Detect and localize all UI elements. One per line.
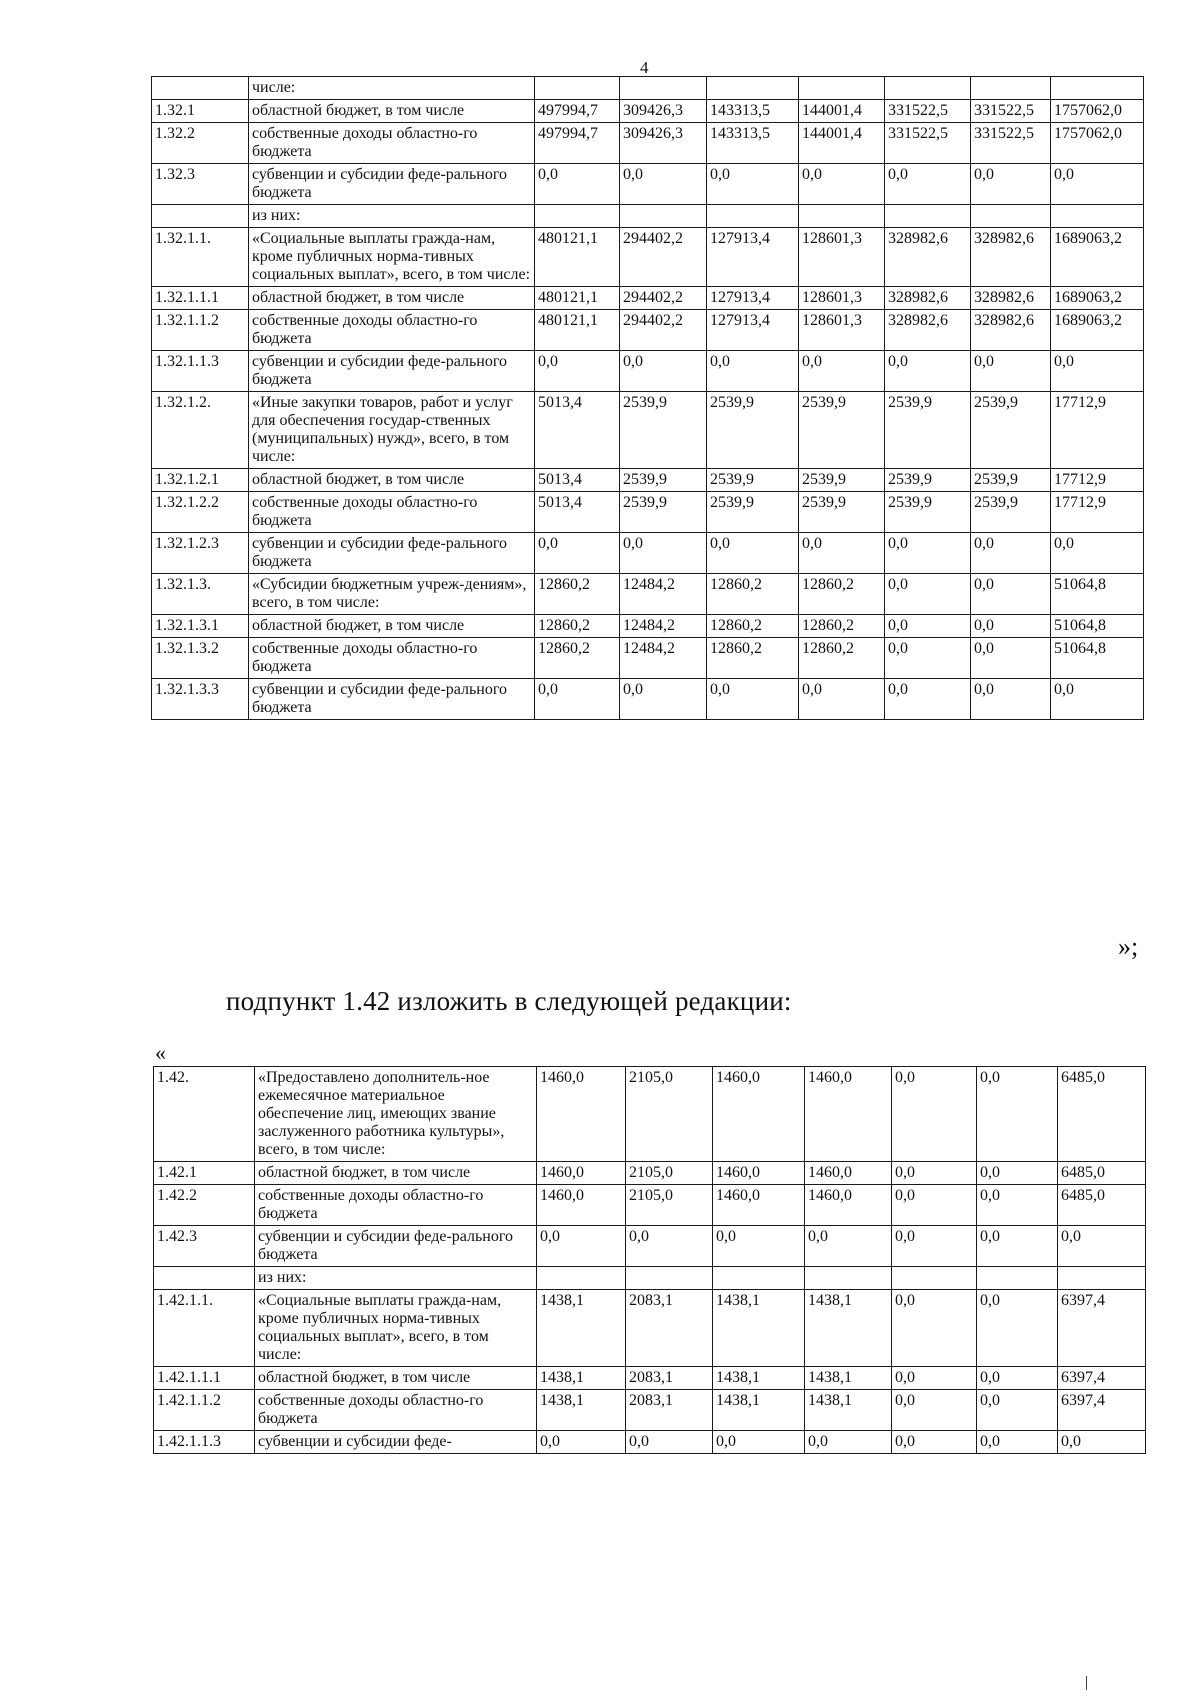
row-code: 1.42. (154, 1067, 255, 1162)
value-cell: 0,0 (799, 679, 885, 720)
value-cell: 6485,0 (1058, 1185, 1146, 1226)
row-code: 1.32.1.1.2 (152, 310, 249, 351)
value-cell: 0,0 (892, 1162, 977, 1185)
value-cell: 12860,2 (535, 574, 620, 615)
row-label: «Предоставлено дополнитель-ное ежемесячное материальное обеспечение лиц, имеющих звание заслуженного работника культуры», всего, в том числе: (255, 1067, 537, 1162)
row-code: 1.32.1 (152, 100, 249, 123)
row-code: 1.32.1.2.1 (152, 469, 249, 492)
row-label: собственные доходы областно-го бюджета (249, 638, 535, 679)
value-cell: 17712,9 (1051, 469, 1144, 492)
table-row (152, 164, 1144, 205)
row-code: 1.32.2 (152, 123, 249, 164)
value-cell: 0,0 (626, 1226, 713, 1267)
row-code: 1.42.3 (154, 1226, 255, 1267)
row-label: областной бюджет, в том числе (249, 615, 535, 638)
row-code: 1.42.1.1. (154, 1290, 255, 1367)
value-cell: 144001,4 (799, 123, 885, 164)
value-cell (892, 1267, 977, 1290)
value-cell: 309426,3 (620, 123, 707, 164)
value-cell: 1438,1 (805, 1367, 892, 1390)
value-cell (971, 205, 1051, 228)
value-cell: 2539,9 (707, 469, 799, 492)
value-cell: 5013,4 (535, 492, 620, 533)
value-cell: 2539,9 (707, 392, 799, 469)
value-cell (535, 77, 620, 100)
value-cell: 143313,5 (707, 123, 799, 164)
value-cell: 331522,5 (885, 123, 971, 164)
table-row (152, 574, 1144, 615)
value-cell: 0,0 (892, 1367, 977, 1390)
value-cell: 0,0 (626, 1431, 713, 1454)
value-cell: 0,0 (707, 351, 799, 392)
table-row (152, 351, 1144, 392)
row-code: 1.32.1.1. (152, 228, 249, 287)
row-code (152, 77, 249, 100)
value-cell: 1689063,2 (1051, 228, 1144, 287)
value-cell: 12484,2 (620, 574, 707, 615)
value-cell: 0,0 (620, 164, 707, 205)
value-cell: 0,0 (977, 1290, 1058, 1367)
value-cell: 0,0 (977, 1185, 1058, 1226)
value-cell (537, 1267, 626, 1290)
table-row (154, 1067, 1146, 1162)
table-row (152, 615, 1144, 638)
value-cell: 0,0 (537, 1226, 626, 1267)
row-label: «Иные закупки товаров, работ и услуг для обеспечения государ-ственных (муниципальных) нужд», всего, в том числе: (249, 392, 535, 469)
value-cell: 12860,2 (799, 574, 885, 615)
value-cell: 0,0 (971, 638, 1051, 679)
value-cell: 497994,7 (535, 100, 620, 123)
value-cell: 0,0 (713, 1431, 805, 1454)
value-cell: 0,0 (1058, 1431, 1146, 1454)
value-cell: 0,0 (977, 1067, 1058, 1162)
value-cell: 0,0 (977, 1162, 1058, 1185)
value-cell: 294402,2 (620, 310, 707, 351)
value-cell (977, 1267, 1058, 1290)
row-label: собственные доходы областно-го бюджета (249, 123, 535, 164)
value-cell: 0,0 (971, 351, 1051, 392)
value-cell: 6397,4 (1058, 1367, 1146, 1390)
value-cell: 0,0 (799, 164, 885, 205)
value-cell: 0,0 (977, 1367, 1058, 1390)
value-cell: 2539,9 (885, 392, 971, 469)
value-cell: 0,0 (885, 164, 971, 205)
row-label: числе: (249, 77, 535, 100)
value-cell: 2083,1 (626, 1290, 713, 1367)
value-cell: 12484,2 (620, 615, 707, 638)
table-row (152, 392, 1144, 469)
table-row (152, 679, 1144, 720)
value-cell: 2539,9 (799, 492, 885, 533)
value-cell: 0,0 (799, 351, 885, 392)
value-cell: 6485,0 (1058, 1067, 1146, 1162)
value-cell: 12860,2 (535, 638, 620, 679)
table-row (152, 287, 1144, 310)
table-row (152, 123, 1144, 164)
row-label: из них: (255, 1267, 537, 1290)
value-cell: 12860,2 (799, 615, 885, 638)
value-cell: 328982,6 (971, 287, 1051, 310)
value-cell: 480121,1 (535, 287, 620, 310)
value-cell: 12860,2 (707, 638, 799, 679)
value-cell (799, 77, 885, 100)
value-cell: 1438,1 (537, 1367, 626, 1390)
value-cell: 309426,3 (620, 100, 707, 123)
value-cell: 1438,1 (713, 1390, 805, 1431)
value-cell (707, 205, 799, 228)
row-label: областной бюджет, в том числе (249, 287, 535, 310)
row-code: 1.32.1.3. (152, 574, 249, 615)
table-row (154, 1290, 1146, 1367)
row-code: 1.32.3 (152, 164, 249, 205)
row-label: собственные доходы областно-го бюджета (255, 1185, 537, 1226)
row-label: «Субсидии бюджетным учреж-дениям», всего, в том числе: (249, 574, 535, 615)
value-cell: 0,0 (805, 1226, 892, 1267)
row-code (152, 205, 249, 228)
table-row (154, 1267, 1146, 1290)
value-cell: 0,0 (707, 164, 799, 205)
row-code: 1.42.2 (154, 1185, 255, 1226)
row-label: субвенции и субсидии феде-рального бюджета (249, 351, 535, 392)
table-row (152, 638, 1144, 679)
row-code: 1.32.1.3.2 (152, 638, 249, 679)
row-code: 1.42.1.1.2 (154, 1390, 255, 1431)
value-cell: 17712,9 (1051, 492, 1144, 533)
value-cell: 0,0 (1051, 164, 1144, 205)
value-cell: 0,0 (892, 1185, 977, 1226)
value-cell: 1460,0 (805, 1162, 892, 1185)
row-code: 1.42.1.1.1 (154, 1367, 255, 1390)
value-cell (620, 77, 707, 100)
row-label: собственные доходы областно-го бюджета (255, 1390, 537, 1431)
table-row (154, 1390, 1146, 1431)
value-cell: 0,0 (713, 1226, 805, 1267)
value-cell: 0,0 (537, 1431, 626, 1454)
value-cell: 0,0 (892, 1226, 977, 1267)
value-cell: 2105,0 (626, 1067, 713, 1162)
value-cell (805, 1267, 892, 1290)
value-cell (885, 205, 971, 228)
value-cell: 1460,0 (537, 1185, 626, 1226)
value-cell: 328982,6 (885, 310, 971, 351)
row-code: 1.32.1.2. (152, 392, 249, 469)
table-row (152, 469, 1144, 492)
value-cell: 0,0 (971, 615, 1051, 638)
row-label: собственные доходы областно-го бюджета (249, 310, 535, 351)
value-cell (885, 77, 971, 100)
value-cell: 0,0 (620, 533, 707, 574)
value-cell: 2539,9 (707, 492, 799, 533)
value-cell: 51064,8 (1051, 615, 1144, 638)
value-cell: 2539,9 (971, 392, 1051, 469)
value-cell: 0,0 (1051, 679, 1144, 720)
value-cell: 1460,0 (537, 1162, 626, 1185)
value-cell: 2539,9 (620, 392, 707, 469)
value-cell: 5013,4 (535, 392, 620, 469)
value-cell: 1438,1 (537, 1290, 626, 1367)
row-label: областной бюджет, в том числе (249, 469, 535, 492)
row-code: 1.32.1.3.1 (152, 615, 249, 638)
value-cell: 497994,7 (535, 123, 620, 164)
value-cell: 128601,3 (799, 287, 885, 310)
value-cell: 328982,6 (971, 310, 1051, 351)
value-cell: 0,0 (885, 638, 971, 679)
value-cell (535, 205, 620, 228)
value-cell: 2539,9 (885, 469, 971, 492)
value-cell: 328982,6 (971, 228, 1051, 287)
value-cell: 0,0 (977, 1390, 1058, 1431)
value-cell: 1460,0 (805, 1067, 892, 1162)
value-cell: 6397,4 (1058, 1290, 1146, 1367)
value-cell: 331522,5 (971, 123, 1051, 164)
value-cell: 0,0 (971, 164, 1051, 205)
value-cell: 1460,0 (805, 1185, 892, 1226)
value-cell: 294402,2 (620, 287, 707, 310)
table-row (154, 1431, 1146, 1454)
row-code: 1.32.1.2.3 (152, 533, 249, 574)
value-cell: 1460,0 (713, 1162, 805, 1185)
value-cell (707, 77, 799, 100)
table-row (152, 492, 1144, 533)
value-cell: 127913,4 (707, 310, 799, 351)
scan-mark (1086, 1676, 1087, 1690)
row-label: субвенции и субсидии феде-рального бюджета (249, 533, 535, 574)
value-cell: 144001,4 (799, 100, 885, 123)
table-row (154, 1162, 1146, 1185)
value-cell: 0,0 (977, 1431, 1058, 1454)
value-cell: 0,0 (977, 1226, 1058, 1267)
value-cell: 480121,1 (535, 310, 620, 351)
value-cell: 2539,9 (885, 492, 971, 533)
value-cell: 2083,1 (626, 1390, 713, 1431)
value-cell (799, 205, 885, 228)
value-cell: 0,0 (535, 164, 620, 205)
budget-table-1-42 (153, 1066, 1146, 1454)
value-cell: 2539,9 (799, 392, 885, 469)
value-cell: 0,0 (971, 533, 1051, 574)
value-cell: 1438,1 (713, 1290, 805, 1367)
row-label: субвенции и субсидии феде- (255, 1431, 537, 1454)
value-cell: 2105,0 (626, 1185, 713, 1226)
row-label: субвенции и субсидии феде-рального бюджета (249, 679, 535, 720)
table-row (152, 533, 1144, 574)
value-cell: 12860,2 (707, 615, 799, 638)
value-cell: 0,0 (707, 533, 799, 574)
table-row (154, 1185, 1146, 1226)
value-cell: 331522,5 (971, 100, 1051, 123)
value-cell: 6397,4 (1058, 1390, 1146, 1431)
value-cell: 0,0 (535, 351, 620, 392)
value-cell: 0,0 (535, 533, 620, 574)
row-label: из них: (249, 205, 535, 228)
value-cell: 2539,9 (799, 469, 885, 492)
row-label: «Социальные выплаты гражда-нам, кроме публичных норма-тивных социальных выплат», всего, в том числе: (249, 228, 535, 287)
value-cell: 143313,5 (707, 100, 799, 123)
value-cell: 0,0 (620, 679, 707, 720)
value-cell: 0,0 (885, 533, 971, 574)
value-cell: 1438,1 (537, 1390, 626, 1431)
value-cell: 1757062,0 (1051, 100, 1144, 123)
value-cell: 0,0 (892, 1431, 977, 1454)
value-cell: 2539,9 (971, 492, 1051, 533)
value-cell: 328982,6 (885, 228, 971, 287)
value-cell: 1689063,2 (1051, 287, 1144, 310)
row-code: 1.32.1.2.2 (152, 492, 249, 533)
value-cell: 480121,1 (535, 228, 620, 287)
value-cell: 0,0 (892, 1290, 977, 1367)
value-cell: 0,0 (892, 1067, 977, 1162)
value-cell (626, 1267, 713, 1290)
closing-quote: »; (1118, 932, 1139, 961)
value-cell: 0,0 (885, 574, 971, 615)
table-row (154, 1226, 1146, 1267)
value-cell: 0,0 (885, 351, 971, 392)
value-cell: 2105,0 (626, 1162, 713, 1185)
value-cell: 0,0 (892, 1390, 977, 1431)
budget-table-1-32 (151, 76, 1144, 720)
value-cell: 0,0 (707, 679, 799, 720)
value-cell: 5013,4 (535, 469, 620, 492)
table-row (152, 100, 1144, 123)
value-cell: 0,0 (805, 1431, 892, 1454)
row-label: областной бюджет, в том числе (255, 1367, 537, 1390)
value-cell (1051, 205, 1144, 228)
value-cell: 1689063,2 (1051, 310, 1144, 351)
row-code: 1.32.1.1.1 (152, 287, 249, 310)
value-cell: 2539,9 (620, 469, 707, 492)
value-cell: 2539,9 (620, 492, 707, 533)
value-cell: 0,0 (620, 351, 707, 392)
value-cell: 294402,2 (620, 228, 707, 287)
value-cell (620, 205, 707, 228)
value-cell: 127913,4 (707, 287, 799, 310)
table-row (152, 228, 1144, 287)
value-cell (1058, 1267, 1146, 1290)
value-cell: 0,0 (1051, 351, 1144, 392)
value-cell: 12484,2 (620, 638, 707, 679)
table-row (152, 77, 1144, 100)
row-label: областной бюджет, в том числе (255, 1162, 537, 1185)
value-cell: 1757062,0 (1051, 123, 1144, 164)
row-label: субвенции и субсидии феде-рального бюджета (255, 1226, 537, 1267)
value-cell: 0,0 (535, 679, 620, 720)
row-code (154, 1267, 255, 1290)
value-cell: 17712,9 (1051, 392, 1144, 469)
value-cell: 328982,6 (885, 287, 971, 310)
value-cell: 12860,2 (707, 574, 799, 615)
value-cell: 12860,2 (799, 638, 885, 679)
row-label: «Социальные выплаты гражда-нам, кроме публичных норма-тивных социальных выплат», всего, в том числе: (255, 1290, 537, 1367)
opening-quote: « (155, 1040, 166, 1065)
value-cell: 2539,9 (971, 469, 1051, 492)
value-cell: 0,0 (1051, 533, 1144, 574)
table-row (152, 205, 1144, 228)
value-cell: 0,0 (971, 574, 1051, 615)
value-cell: 0,0 (799, 533, 885, 574)
value-cell (971, 77, 1051, 100)
row-code: 1.42.1 (154, 1162, 255, 1185)
value-cell: 12860,2 (535, 615, 620, 638)
value-cell: 6485,0 (1058, 1162, 1146, 1185)
row-code: 1.32.1.1.3 (152, 351, 249, 392)
value-cell: 1460,0 (713, 1067, 805, 1162)
row-code: 1.32.1.3.3 (152, 679, 249, 720)
value-cell: 127913,4 (707, 228, 799, 287)
value-cell: 0,0 (1058, 1226, 1146, 1267)
value-cell: 0,0 (885, 679, 971, 720)
value-cell: 1438,1 (805, 1390, 892, 1431)
table-row (154, 1367, 1146, 1390)
page-number: 4 (640, 58, 649, 77)
value-cell: 1438,1 (805, 1290, 892, 1367)
value-cell: 2083,1 (626, 1367, 713, 1390)
row-label: собственные доходы областно-го бюджета (249, 492, 535, 533)
value-cell: 51064,8 (1051, 574, 1144, 615)
row-code: 1.42.1.1.3 (154, 1431, 255, 1454)
value-cell: 0,0 (885, 615, 971, 638)
value-cell: 331522,5 (885, 100, 971, 123)
value-cell: 0,0 (971, 679, 1051, 720)
value-cell (1051, 77, 1144, 100)
amendment-instruction: подпункт 1.42 изложить в следующей редакции: (226, 986, 792, 1016)
value-cell: 128601,3 (799, 228, 885, 287)
value-cell: 128601,3 (799, 310, 885, 351)
row-label: субвенции и субсидии феде-рального бюджета (249, 164, 535, 205)
value-cell: 51064,8 (1051, 638, 1144, 679)
value-cell: 1438,1 (713, 1367, 805, 1390)
value-cell (713, 1267, 805, 1290)
value-cell: 1460,0 (537, 1067, 626, 1162)
value-cell: 1460,0 (713, 1185, 805, 1226)
table-row (152, 310, 1144, 351)
row-label: областной бюджет, в том числе (249, 100, 535, 123)
